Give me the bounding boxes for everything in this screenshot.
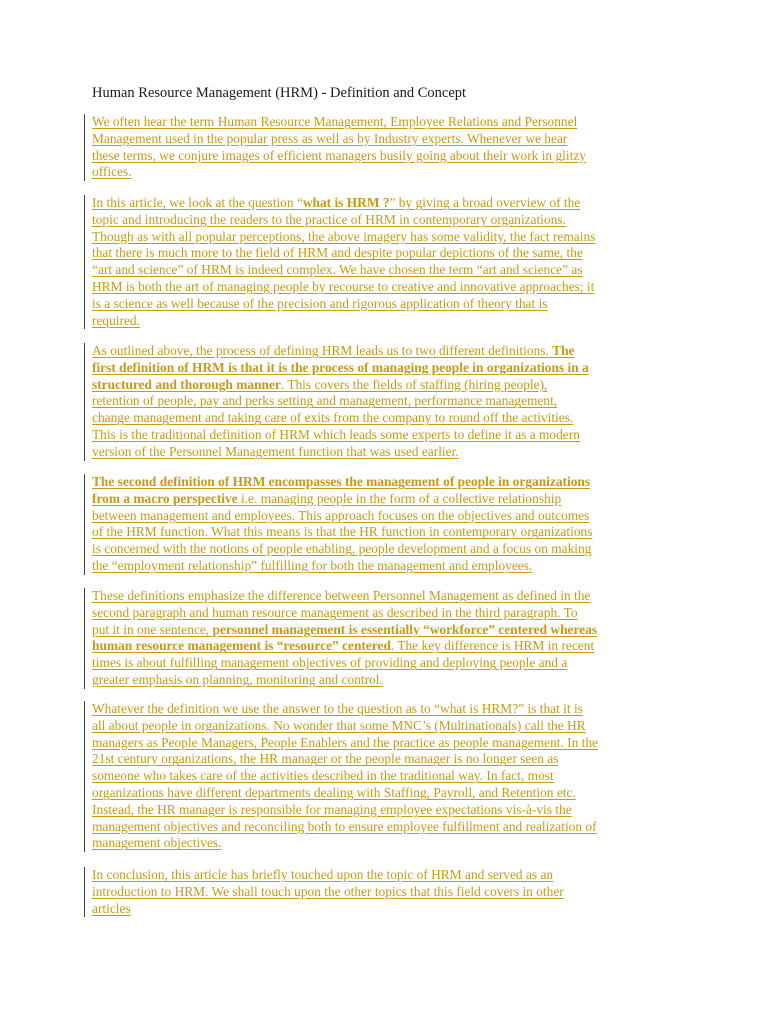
paragraph-line <box>92 164 684 181</box>
bold-text-run: The second definition of HRM encompasses the management of people in organizations <box>92 474 591 489</box>
paragraph-line <box>92 701 684 718</box>
text-run: Instead, the HR manager is responsible for managing employee expectations vis-à-vis the <box>92 801 572 817</box>
text-run: ” by giving a broad overview of the <box>389 195 581 210</box>
text-run: Whatever the definition we use the answer to the question as to “what is HRM?” is that it is <box>92 701 583 716</box>
text-run: put it in one sentence, <box>92 621 213 637</box>
paragraph-line <box>92 605 684 622</box>
text-run: of the HRM function. What this means is that the HR function in contemporary organizations <box>92 524 593 540</box>
paragraph-line <box>92 672 684 689</box>
text-run: retention of people, pay and perks setting and management, performance management, <box>92 393 558 409</box>
paragraph-line <box>92 148 684 165</box>
paragraph-line <box>92 785 684 802</box>
text-run: Management used in the popular press as well as by Industry experts. Whenever we hear <box>92 130 568 146</box>
paragraph-line <box>92 835 684 852</box>
paragraph-line <box>92 245 684 262</box>
paragraph-line <box>92 343 684 360</box>
bold-text-run: structured and thorough manner <box>92 376 281 392</box>
text-run: that there is much more to the field of HRM and despite popular depictions of the same, the <box>92 245 583 261</box>
paragraph-line <box>92 262 684 279</box>
paragraph-line <box>92 313 684 330</box>
paragraph-6 <box>84 701 684 852</box>
text-run: . The key difference is HRM in recent <box>390 638 595 654</box>
paragraph-line <box>92 474 684 491</box>
bold-text-run: human resource management is “resource” centered <box>92 638 391 654</box>
paragraph-7 <box>84 867 684 917</box>
text-run: is concerned with the notions of people enabling, people development and a focus on making <box>92 541 592 557</box>
paragraph-line <box>92 768 684 785</box>
paragraph-line <box>92 279 684 296</box>
paragraph-line <box>92 377 684 394</box>
text-run: “art and science” of HRM is indeed complex. We have chosen the term “art and science” as <box>92 262 583 278</box>
text-run: version of the Personnel Management function that was used earlier. <box>92 443 459 459</box>
bold-text-run: from a macro perspective <box>92 490 238 506</box>
paragraph-line <box>92 195 684 212</box>
paragraph-line <box>92 558 684 575</box>
paragraph-line <box>92 491 684 508</box>
paragraph-line <box>92 541 684 558</box>
text-run: all about people in organizations. No wonder that some MNC’s (Multinationals) call the HR <box>92 717 586 733</box>
paragraph-line <box>92 884 684 901</box>
text-run: i.e. managing people in the form of a collective relationship <box>237 490 562 506</box>
text-run: introduction to HRM. We shall touch upon the other topics that this field covers in other <box>92 883 564 899</box>
paragraph-line <box>92 410 684 427</box>
text-run: change management and taking care of exits from the company to round off the activities. <box>92 410 574 426</box>
paragraph-4 <box>84 474 684 575</box>
text-run: management objectives and reconciling both to ensure employee fulfillment and realization of <box>92 818 597 834</box>
text-run: required. <box>92 312 140 328</box>
paragraph-line <box>92 524 684 541</box>
text-run: greater emphasis on planning, monitoring and control. <box>92 671 383 687</box>
text-run: 21st century organizations, the HR manager or the people manager is no longer seen as <box>92 751 559 767</box>
paragraph-line <box>92 427 684 444</box>
text-run: managers as People Managers, People Enablers and the practice as people management. In the <box>92 734 599 750</box>
text-run: Though as with all popular perceptions, the above imagery has some validity, the fact remains <box>92 228 596 244</box>
paragraph-line <box>92 638 684 655</box>
bold-text-run: The <box>552 343 575 358</box>
text-run: . This covers the fields of staffing (hiring people), <box>280 376 548 392</box>
text-run: second paragraph and human resource management as described in the third paragraph. To <box>92 604 578 620</box>
paragraph-line <box>92 444 684 461</box>
paragraph-line <box>92 508 684 525</box>
paragraph-line <box>92 735 684 752</box>
document-title: Human Resource Management (HRM) - Definition and Concept <box>92 85 467 101</box>
text-run: As outlined above, the process of defining HRM leads us to two different definitions. <box>92 343 553 358</box>
text-run: We often hear the term Human Resource Management, Employee Relations and Personnel <box>92 114 578 129</box>
text-run: HRM is both the art of managing people by recourse to creative and innovative approaches; it <box>92 278 595 294</box>
paragraph-line <box>92 393 684 410</box>
text-run: These definitions emphasize the difference between Personnel Management as defined in the <box>92 588 591 603</box>
paragraph-2 <box>84 195 684 329</box>
paragraph-line <box>92 901 684 918</box>
paragraph-line <box>92 718 684 735</box>
text-run: between management and employees. This approach focuses on the objectives and outcomes <box>92 507 590 523</box>
paragraph-line <box>92 819 684 836</box>
paragraph-line <box>92 802 684 819</box>
text-run: In conclusion, this article has briefly touched upon the topic of HRM and served as an <box>92 867 554 882</box>
paragraph-line <box>92 622 684 639</box>
text-run: topic and introducing the readers to the practice of HRM in contemporary organizations. <box>92 211 566 227</box>
paragraph-line <box>92 655 684 672</box>
paragraph-line <box>92 131 684 148</box>
text-run: times is about fulfilling management objectives of providing and deploying people and a <box>92 655 568 671</box>
paragraph-line <box>92 212 684 229</box>
paragraph-1 <box>84 114 684 181</box>
bold-text-run: what is HRM ? <box>302 195 390 210</box>
paragraph-line <box>92 867 684 884</box>
text-run: articles <box>92 900 131 916</box>
paragraph-3 <box>84 343 684 461</box>
paragraph-5 <box>84 588 684 689</box>
bold-text-run: first definition of HRM is that it is the process of managing people in organizations in a <box>92 359 589 375</box>
text-run: is a science as well because of the precision and rigorous application of theory that is <box>92 295 548 311</box>
text-run: organizations have different departments dealing with Staffing, Payroll, and Retention etc. <box>92 784 576 800</box>
paragraph-line <box>92 588 684 605</box>
text-run: the “employment relationship” fulfilling for both the management and employees. <box>92 557 533 573</box>
paragraph-line <box>92 114 684 131</box>
paragraph-line <box>92 229 684 246</box>
paragraph-line <box>92 751 684 768</box>
text-run: these terms, we conjure images of efficient managers busily going about their work in glitzy <box>92 147 586 163</box>
text-run: someone who takes care of the activities described in the traditional way. In fact, most <box>92 768 554 784</box>
text-run: This is the traditional definition of HRM which leads some experts to define it as a modern <box>92 426 580 442</box>
bold-text-run: personnel management is essentially “workforce” centered whereas <box>212 621 598 637</box>
text-run: In this article, we look at the question “ <box>92 195 303 210</box>
paragraph-line <box>92 360 684 377</box>
text-run: offices. <box>92 164 132 180</box>
paragraph-line <box>92 296 684 313</box>
text-run: management objectives. <box>92 835 222 851</box>
